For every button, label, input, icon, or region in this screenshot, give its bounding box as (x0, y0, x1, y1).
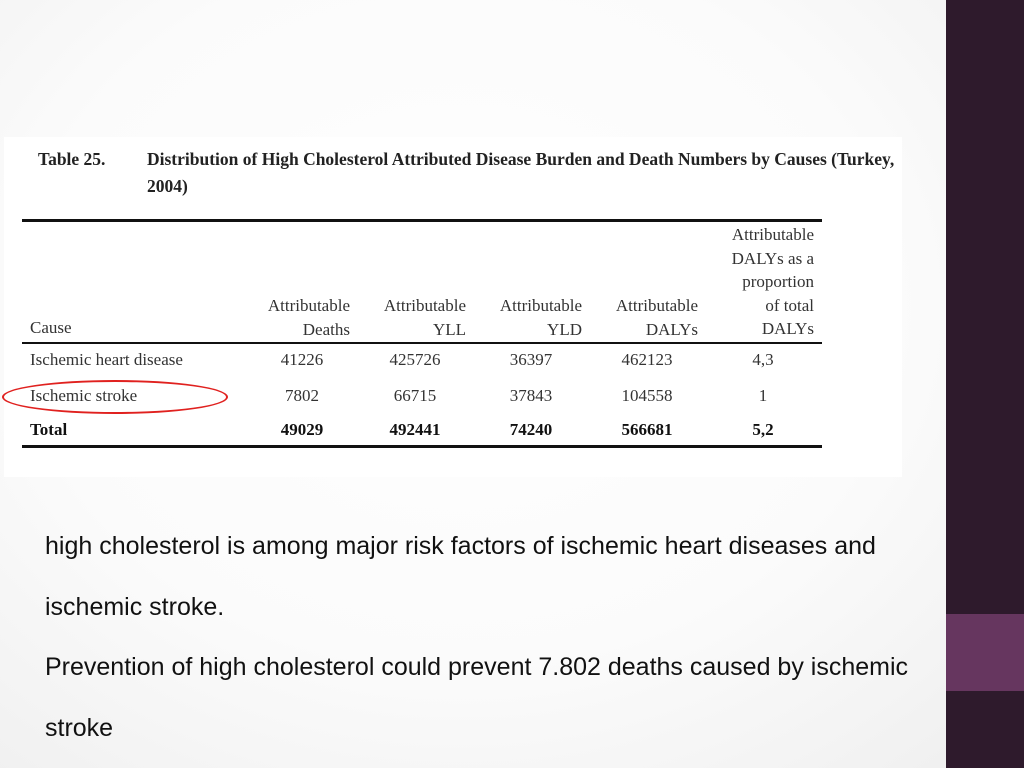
table-number: Table 25. (38, 149, 106, 169)
header-cause: Cause (30, 318, 72, 337)
row-dalys-total: 566681 (621, 420, 673, 439)
header-dalys (588, 294, 698, 341)
header-proportion-line: of total (765, 295, 814, 315)
table-title: Distribution of High Cholesterol Attributed Disease Burden and Death Numbers by Causes (Turkey, 2004) (147, 149, 895, 196)
header-yll-line: Attributable (383, 296, 466, 315)
header-dalys-line: DALYs (645, 319, 698, 339)
row-yll: 425726 (389, 350, 441, 369)
row-deaths-total: 49029 (280, 420, 324, 439)
header-deaths (240, 294, 350, 341)
row-cause: Ischemic stroke (30, 386, 138, 405)
slide-body (45, 516, 925, 758)
header-proportion-line: DALYs as a (731, 248, 814, 268)
row-proportion: 4,3 (752, 350, 774, 369)
row-yld: 36397 (509, 350, 553, 369)
row-yld-total: 74240 (509, 420, 553, 439)
table-top-rule (22, 219, 822, 222)
table-bottom-rule (22, 445, 822, 448)
header-proportion-line: proportion (742, 272, 814, 291)
header-deaths-line: Attributable (267, 296, 350, 315)
row-yll-total: 492441 (389, 420, 441, 439)
body-paragraph: high cholesterol is among major risk factors of ischemic heart diseases and ischemic stroke. (45, 532, 876, 621)
header-dalys-line: Attributable (615, 296, 698, 315)
header-deaths-line: Deaths (302, 319, 350, 339)
header-yld (472, 294, 582, 341)
header-yll-line: YLL (432, 319, 466, 339)
table-header-rule (22, 342, 822, 344)
row-proportion-total: 5,2 (752, 420, 774, 439)
row-proportion: 1 (758, 386, 768, 405)
header-yld-line: YLD (547, 319, 582, 339)
header-proportion (704, 223, 814, 341)
row-dalys: 462123 (621, 350, 673, 369)
highlight-ellipse (2, 380, 228, 414)
sidebar-accent-block (946, 614, 1024, 691)
header-yld-line: Attributable (499, 296, 582, 315)
header-yll (356, 294, 466, 341)
header-proportion-line: DALYs (761, 319, 814, 338)
row-dalys: 104558 (621, 386, 673, 405)
row-cause: Ischemic heart disease (30, 350, 183, 369)
header-proportion-line: Attributable (731, 225, 814, 244)
table-figure (4, 137, 902, 477)
row-deaths: 7802 (285, 386, 319, 405)
row-yll: 66715 (393, 386, 437, 405)
row-cause-total: Total (30, 420, 68, 439)
row-deaths: 41226 (280, 350, 324, 369)
row-yld: 37843 (509, 386, 553, 405)
body-paragraph: Prevention of high cholesterol could prevent 7.802 deaths caused by ischemic stroke (45, 653, 909, 742)
